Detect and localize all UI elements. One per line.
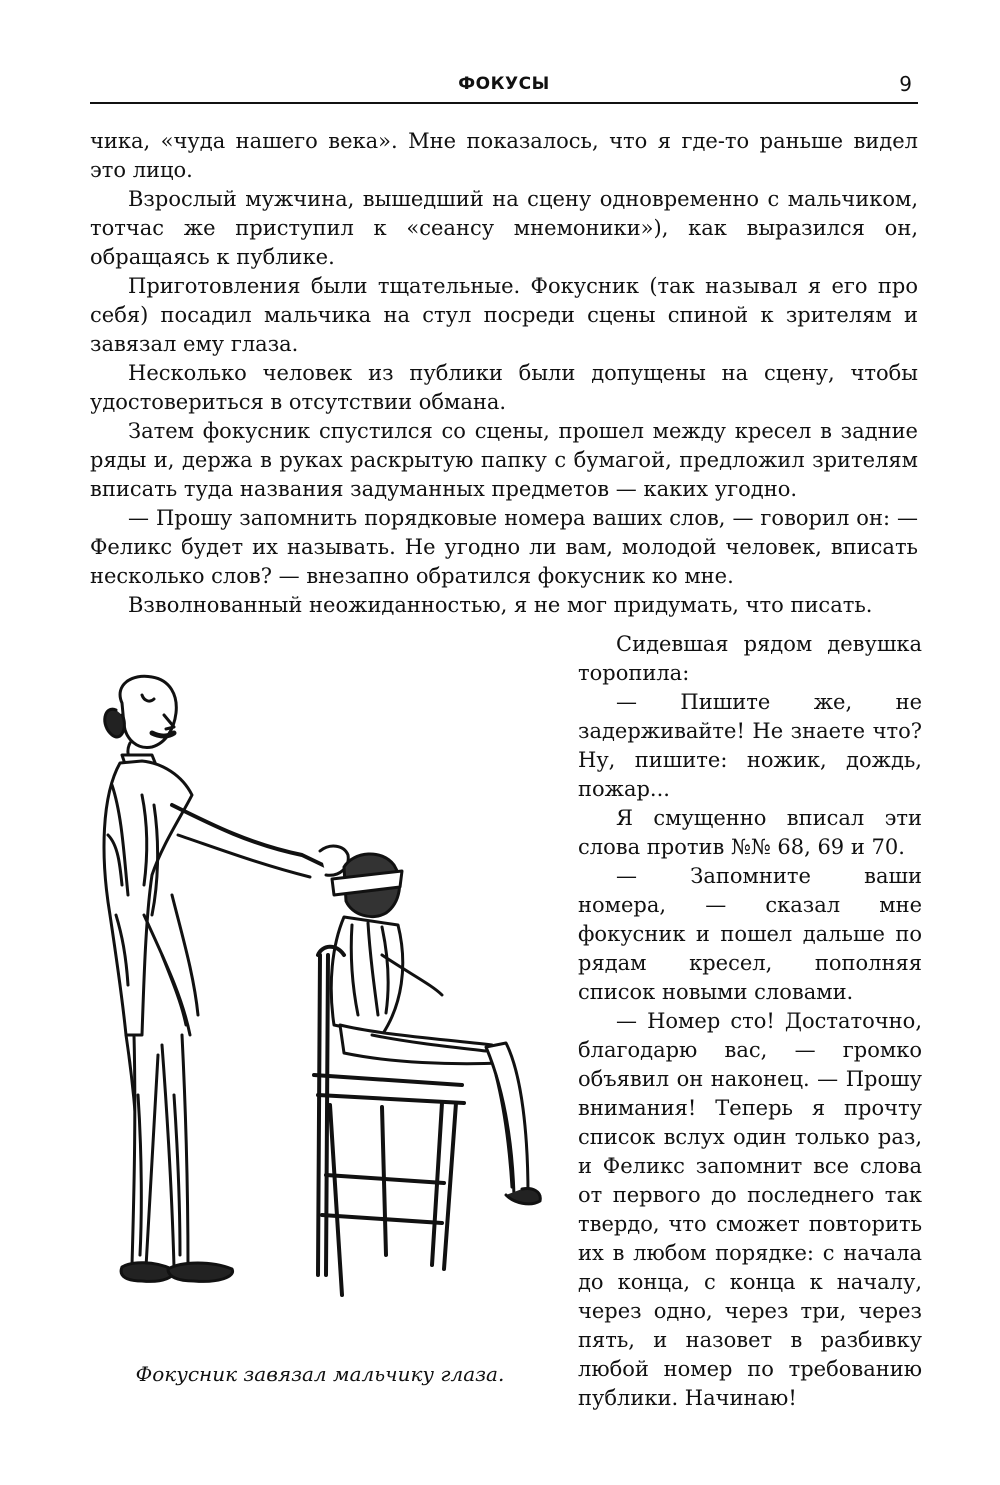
- paragraph: Взрослый мужчина, вышедший на сцену одновременно с мальчиком, тотчас же приступил к «сеансу мнемоники»), как выразился он, обращаясь к публике.: [90, 187, 918, 269]
- page-number: 9: [899, 72, 912, 96]
- illustration-magician-blindfolding-boy: [82, 655, 552, 1355]
- paragraph: чика, «чуда нашего века». Мне показалось, что я где-то раньше видел это лицо.: [90, 129, 918, 182]
- running-head: ФОКУСЫ: [458, 74, 550, 94]
- paragraph: Затем фокусник спустился со сцены, прошел между кресел в задние ряды и, держа в руках раскрытую папку с бумагой, предложил зрителям вписать туда названия задуманных предметов — каких угодно.: [90, 419, 918, 501]
- paragraph: Несколько человек из публики были допущены на сцену, чтобы удостовериться в отсутствии обмана.: [90, 361, 918, 414]
- paragraph: Взволнованный неожиданностью, я не мог придумать, что писать.: [128, 593, 873, 617]
- figure-caption: Фокусник завязал мальчику глаза.: [135, 1362, 505, 1386]
- page-header: [90, 70, 918, 104]
- paragraph: Я смущенно вписал эти слова против №№ 68, 69 и 70.: [578, 806, 922, 859]
- side-column-text: [578, 630, 922, 1413]
- paragraph: — Номер сто! Достаточно, благодарю вас, — громко объявил он наконец. — Прошу внимания! Теперь я прочту список вслух один только раз, и Феликс запомнит все слова от первого до последнего так твердо, что сможет повторить их в любом порядке: с начала до конца, с конца к началу, через одно, через три, через пять, и назовет в разбивку любой номер по требованию публики. Начинаю!: [578, 1009, 922, 1410]
- paragraph: Приготовления были тщательные. Фокусник (так называл я его про себя) посадил мальчика на стул посреди сцены спиной к зрителям и завязал ему глаза.: [90, 274, 918, 356]
- magician-figure: [104, 676, 348, 1281]
- paragraph: Сидевшая рядом девушка торопила:: [578, 632, 922, 685]
- main-text: [90, 127, 918, 620]
- paragraph: — Пишите же, не задерживайте! Не знаете что? Ну, пишите: ножик, дождь, пожар...: [578, 690, 922, 801]
- boy-figure: [331, 854, 540, 1204]
- paragraph: — Запомните ваши номера, — сказал мне фокусник и пошел дальше по рядам кресел, пополняя список новыми словами.: [578, 864, 922, 1004]
- paragraph: — Прошу запомнить порядковые номера ваших слов, — говорил он: — Феликс будет их называть. Не угодно ли вам, молодой человек, вписать несколько слов? — внезапно обратился фокусник ко мне.: [90, 506, 918, 588]
